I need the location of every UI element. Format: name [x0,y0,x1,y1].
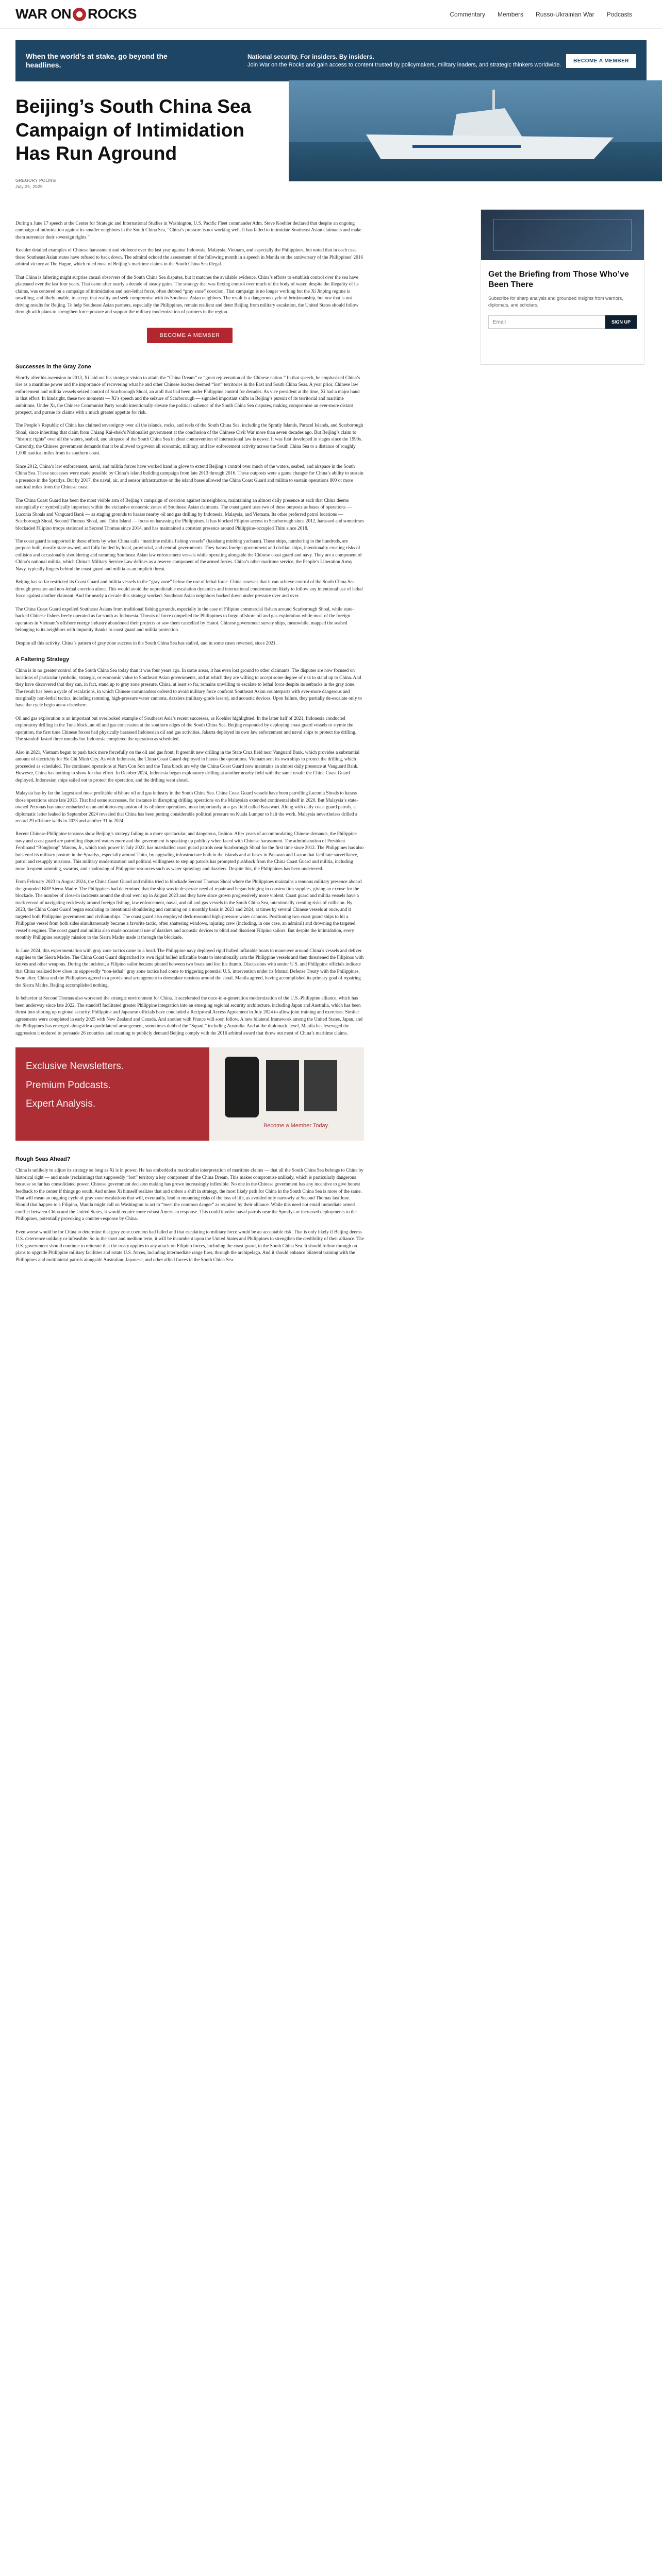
promo-subtitle: National security. For insiders. By insiders. [247,53,374,60]
intro-paragraph: During a June 17 speech at the Center for Strategic and International Studies in Washington, U.S. Pacific Fleet commander Adm. Steve Koehler declared that despite an ongoing campaign of intimidation against its smaller neighbors in the South China Sea, “China’s pressure is not working well. It has failed to intimidate Southeast Asian claimants and make them surrender their sovereign rights.” [15,221,362,240]
sign-up-button[interactable]: SIGN UP [605,315,637,329]
promo-description [175,53,566,69]
logo-rock-icon [73,8,86,21]
body-paragraph: Despite all this activity, China’s pattern of gray zone success in the South China Sea has stalled, and in some cases reversed, since 2021. [15,640,277,646]
intro-paragraph: That China is faltering might surprise casual observers of the South China Sea disputes, but it matches the available evidence. China’s efforts to establish control over the sea have plateaued over the last four years. That came after nearly a decade of steady gains. The strategy that was flexing control over much of the body of water, despite the illegality of its claims, was centered on a campaign of intimidation and non-lethal force, often dubbed “gray zone” coercion. That campaign is no longer working but the Xi Jinping regime is unwilling, and likely unable, to accept that reality and seek compromise with its Southeast Asian neighbors. The result is a dangerous cycle of brinkmanship, but one that is not driving results for Beijing. To help Southeast Asian partners, especially the Philippines, remain resilient and deter Beijing from military escalation, the United States should follow through with plans to strengthen force posture and support the military modernization of partners in the region. [15,275,359,315]
body-paragraph: Oil and gas exploration is an important but overlooked example of Southeast Asia’s recent successes, as Koehler highlighted. In the latter half of 2021, Indonesia conducted exploratory drilling in the Tuna block, an oil and gas concession at the southern edges of the South China Sea. Beijing responded by deploying coast guard vessels to stymie the operation, the first time Chinese forces had physically harassed Indonesian oil and gas activities. Jakarta deployed its own law enforcement and naval ships to protect the drilling. The standoff lasted three months but Indonesia completed the operation as scheduled. [15,716,357,742]
ad-line: Exclusive Newsletters. [26,1061,124,1072]
byline [15,178,268,190]
ad-devices-image [209,1047,364,1141]
promo-banner[interactable] [15,40,647,81]
author-name[interactable]: GREGORY POLING [15,178,56,183]
sidebar-image [481,210,644,260]
body-paragraph: Recent Chinese-Philippine tensions show Beijing’s strategy failing in a more spectacular, and dangerous, fashion. After years of accommodating Chinese demands, the Philippine navy and coast guard are patrolling disputed waters more and the government is speaking up publicly when faced with Chinese harassment. The administration of President Ferdinand “Bongbong” Marcos, Jr., which took power in July 2022, has marshalled coast guard patrols near Scarborough Shoal for the first time since 2012. The Philippines has also bolstered its military posture in the Spratlys, especially around Thitu, by upgrading infrastructure both in the islands and at bases in Palawan and Luzon that facilitate surveillance, patrol and resupply missions. This military modernization and political willingness to step up patrols has prompted pushback from the China Coast Guard and militia, including more frequent ramming, swarms, and shadowing of Philippine resources such as water sprayings and dazzlers. Despite this, the Philippines has been undeterred. [15,832,364,872]
logo-text-left: WAR ON [15,6,71,22]
body-paragraph: In behavior at Second Thomas also worsened the strategic environment for China. It accelerated the once-in-a-generation modernization of the U.S.-Philippine alliance, which has been underway since late 2022. The standoff facilitated greater Philippine integration into an emerging regional security architecture, including Japan and Australia, which has been thrust into shoring up regional security. Philippine and Japanese officials have concluded a Reciprocal Access Agreement in July 2024 to allow joint training and exercises. Similar agreements were completed in early 2025 with New Zealand and Canada. And another with France will soon follow. A new bilateral framework among the United States, Japan, and the Philippines has emerged alongside a quadrilateral arrangement, sometimes dubbed the “Squad,” including Australia. And at the diplomatic level, Manila has leveraged the aggression it endured to persuade 26 countries and counting to publicly demand Beijing comply with the 2016 arbitral award that threw out most of China’s maritime claims. [15,996,362,1036]
ad-line: Premium Podcasts. [26,1079,111,1091]
hero-ship-mast [492,90,495,110]
ad-line: Expert Analysis. [26,1098,96,1109]
body-paragraph: From February 2023 to August 2024, the China Coast Guard and militia tried to blockade Second Thomas Shoal where the Philippines maintains a tenuous military presence aboard the grounded BRP Sierra Madre. The Philippines had determined that the ship was in desperate need of repair and began bringing in construction supplies, giving an excuse for the blockade. The number of close-in incidents around the shoal went up in August 2023 and they have since grown progressively more violent. Coast guard and militia vessels have a track record of navigating recklessly around foreign fishing, law enforcement, naval, and oil and gas vessels in the South China Sea, intentionally creating risks of collision. By 2023, the China Coast Guard began escalating to intentional shouldering and ramming on a monthly basis in 2023 and 2024, at times by several Chinese vessels at once, and it targeted both Philippine government and civilian ships. The coast guard also employed deck-mounted high-pressure water cannons. Positioning two coast guard ships to hit a Philippine vessel from both sides simultaneously became a favorite tactic, often shattering windows, injuring crew (including, in one case, an admiral) and drowning the targeted vessel’s engines. The coast guard and militia also made occasional use of dazzlers and acoustic devices to blind and disorient Filipino sailors. But despite the intimidation, every monthly Philippine resupply mission to the Sierra Madre made it through the blockade. [15,879,362,941]
ad-phone [225,1057,259,1117]
ad-join-link[interactable]: Become a Member Today. [263,1123,329,1129]
body-paragraph: Beijing has so far restricted its Coast Guard and militia vessels to the “gray zone” below the use of lethal force. China assesses that it can achieve control of the South China Sea through pressure and non-lethal coercion alone. This would avoid the unpredictable escalation dynamics and international condemnation likely to follow any intentional use of lethal force against another claimant. And for nearly a decade this strategy worked: Southeast Asian neighbors backed down under pressure over and over. [15,580,363,599]
sidebar-heading: Get the Briefing from Those Who’ve Been There [488,270,629,289]
logo-text-right: ROCKS [88,6,137,22]
main-nav [450,11,632,18]
membership-ad-banner[interactable] [15,1047,364,1141]
body-paragraph: China is unlikely to adjust its strategy so long as Xi is in power. He has embedded a maximalist interpretation of maritime claims — that all the South China Sea belongs to China by historical right — and made (reclaiming) that supposedly “lost” territory a key component of the China Dream. This makes compromise unlikely, which is particularly dangerous because so far has consolidated power. Chinese government decision making has grown increasingly inflexible. No one in the Chinese government has any incentive to give honest feedback to the center if things go south. And unless Xi himself realizes that and orders a shift in strategy, the most likely path for China in the South China Sea is more of the same. That will mean an ongoing cycle of gray zone escalations that will, eventually, lead to mounting risks of the loss of life, as avoided only narrowly at Second Thomas last June. Should that happen to a Filipino, Manila might call on Washington to act to “meet the common danger” as required by their alliance. While this need not entail immediate armed conflict between China and the United States, it would require more robust American response. This could involve naval patrols near the Spratlys or increased deployments to the Philippines, potentially provoking a counter-response by China. [15,1168,363,1222]
nav-podcasts[interactable]: Podcasts [606,10,632,18]
article-header [15,95,268,190]
ad-text [15,1047,124,1141]
nav-russo-ukrainian-war[interactable]: Russo-Ukrainian War [536,10,594,18]
ad-magazine [266,1060,299,1111]
publish-date: July 25, 2025 [15,184,43,189]
promo-member-button[interactable]: BECOME A MEMBER [566,54,636,68]
article-title: Beijing’s South China Sea Campaign of Intimidation Has Run Aground [15,96,252,164]
nav-members[interactable]: Members [498,10,524,18]
body-paragraph: The coast guard is supported in these efforts by what China calls “maritime militia fishing vessels” (haishang minbing yuchuan). These ships, numbering in the hundreds, are purpose built, mostly state-owned, and fully funded by local, provincial, and central governments. They harass foreign government and civilian ships, intentionally creating risks of collision and occasionally shouldering and ramming Southeast Asian law enforcement vessels while operating alongside the Chinese coast guard and navy. They are a component of China’s national militia, which China’s Military Service Law defines as a reserve component of the armed forces. China’s other maritime service, the People’s Liberation Army Navy, typically lingers behind the coast guard and militia as an implicit threat. [15,539,362,572]
promo-headline: When the world's at stake, go beyond the headlines. [26,52,168,69]
body-paragraph: The China Coast Guard expelled Southeast Asians from traditional fishing grounds, especially in the case of Filipino commercial fishers around Scarborough Shoal, while state-backed Chinese fishers freely operated as far south as Indonesia. Threats of force compelled the Philippines to forgo offshore oil and gas exploration while most of the foreign operators in Vietnam’s offshore energy industry abandoned their projects or saw them cancelled by Hanoi. Chinese government survey ships, meanwhile, mapped the seabed belonging to its neighbors with impunity thanks to coast guard and militia protection. [15,606,354,633]
hero-image-coast-guard-ship [289,80,662,181]
site-header [0,0,662,29]
promo-text: Join War on the Rocks and gain access to content trusted by policymakers, military leaders, and strategic thinkers worldwide. [247,61,561,68]
sidebar-text: Subscribe for sharp analysis and grounded insights from warriors, diplomats, and scholars. [488,296,623,308]
body-paragraph: Also in 2021, Vietnam began to push back more forcefully on the oil and gas front. It greenlit new drilling in the State Cruz field near Vanguard Bank, which provides a substantial amount of electricity for Ho Chi Minh City. As with Indonesia, the China Coast Guard deployed to harass the operations. Vietnam sent its own ships to protect the drilling, which proceeded as scheduled. The continued operations at Nam Con Son and the Tuna block are why the China Coast Guard now maintains an almost daily presence at Vanguard Bank. However, China has nothing to show for that effort. In October 2024, Indonesia began exploratory drilling at another nearby field with the same result: the China Coast Guard deployed, Indonesian ships sailed out to protect the operation, and the drilling went ahead. [15,750,360,783]
site-logo[interactable] [15,6,137,22]
article-body [15,221,364,1270]
member-cta [15,328,364,343]
hero-ship-stripe [412,145,521,148]
section-heading: Successes in the Gray Zone [15,363,91,370]
section-heading: A Faltering Strategy [15,656,70,663]
hero-ship-superstructure [443,108,531,137]
section-heading: Rough Seas Ahead? [15,1156,71,1163]
body-paragraph: Malaysia has by far the largest and most profitable offshore oil and gas industry in the South China Sea. China Coast Guard vessels have been patrolling Luconia Shoals to harass those operations since late 2013. That had some successes, for instance in disrupting drilling operations on the Malaysian extended continental shelf in 2020. But Malaysia’s state-owned Petronas has since embarked on an ambitious expansion of its offshore operations, most importantly at a gas field called Kasawari. Along with daily coast guard patrols, a diplomatic letter leaked in September 2024 revealed that China has been putting considerable political pressure on Kuala Lumpur to halt the work. Malaysia nevertheless drilled a record 29 offshore wells in 2023 and another 31 in 2024. [15,791,358,824]
nav-commentary[interactable]: Commentary [450,10,486,18]
ad-magazine [304,1060,337,1111]
body-paragraph: In June 2024, this experimentation with gray zone tactics came to a head. The Philippine navy deployed rigid hulled inflatable boats to maneuver around China’s vessels and deliver supplies to the Sierra Madre. The China Coast Guard dispatched its own rigid hulled inflatable boats to intentionally ram the Philippine vessels and then threatened the Filipinos with knives and other weapons. During the incident, a Filipino sailor became pinned between two boats and lost his thumb. Discussions with senior U.S. and Philippine officials indicate that China realized how close its supposedly “non-lethal” gray zone tactics had come to triggering potential U.S. intervention under its Mutual Defense Treaty with the Philippines. Soon after, China and the Philippines agreed to a provisional arrangement to deescalate tensions around the shoal. Manila agreed, having accomplished its primary goal of repairing the Sierra Madre. Beijing accomplished nothing. [15,948,364,988]
body-paragraph: The People’s Republic of China has claimed sovereignty over all the islands, rocks, and reefs of the South China Sea, including the Spratly Islands, Paracel Islands, and Scarborough Shoal, since inheriting that claim from Chiang Kai-shek’s Nationalist government at the conclusion of the Chinese Civil War more than seven decades ago. But Beijing’s claim to “historic rights” over all the waters, seabed, and airspace of the South China Sea in clear contravention of international law is newer. It was first developed in stages since the 1990s. Currently, the Chinese government demands that it be allowed to govern all economic, military, and law enforcement activity across the South China Sea to a distance of roughly 1,000 nautical miles from its southern coast. [15,423,363,456]
newsletter-sidebar [481,209,644,365]
body-paragraph: The China Coast Guard has been the most visible arm of Beijing’s campaign of coercion against its neighbors, maintaining an almost daily presence at each that China deems strategically or symbolically important within the exclusive economic zones of Southeast Asian claimants. The coast guard uses two of these outposts as bases of operations — Luconia Shoals and Vanguard Bank — as staging grounds to harass nearby oil and gas drilling by Indonesia, Malaysia, and Vietnam. Its other preferred patrol locations — Scarborough Shoal, Second Thomas Shoal, and Thitu Island — focus on harassing the Philippines. It has blocked Filipino access to Scarborough since 2012, harassed and sometimes blockaded Filipino troops stationed at Second Thomas since 2014, and has maintained a constant presence around Philippine-occupied Thitu since 2018. [15,498,364,531]
body-paragraph: China is in no greater control of the South China Sea today than it was four years ago. In some areas, it has even lost ground to other claimants. The disputes are now focused on locations of particular symbolic, strategic, or economic value to Southeast Asian governments, and at which they are willing to accept some degree of risk to stand up to China. And they have discovered that they can, in fact, stand up to gray zone pressure. China, at least so far, remains unwilling to escalate to lethal force despite its setbacks in the gray zone. The result has been a cycle of escalations, in which Chinese commanders ordered to avoid military force confront Southeast Asian counterparts with ever-more dangerous and marginally non-lethal tactics, including ramming, high-pressure water cannons, dazzlers (military-grade lasers), and acoustic devices. Upon failure, they partially de-escalate only to have the cycle begin anew elsewhere. [15,668,362,708]
become-member-button[interactable]: BECOME A MEMBER [147,328,232,343]
body-paragraph: Shortly after his ascension in 2013, Xi laid out his strategic vision to attain the “China Dream” or “great rejuvenation of the Chinese nation.” In that speech, he emphasized China’s rise as a maritime power and the importance of recovering what he and other Chinese leaders deemed “lost” territories in the East and South China Seas. A year prior, Chinese law enforcement and militia vessels seized control of Scarborough Shoal, an atoll that had been under Philippine control for decades. As vice president at the time, Xi had a major hand in that effort. In hindsight, these two moments — Xi’s speech and the seizure of Scarborough — signaled important shifts in Beijing’s pursuit of its territorial and maritime ambitions. Under Xi, the Chinese Communist Party would intentionally elevate the political salience of the South China Sea disputes, making compromise an ever-more distant prospect, and pursue its claims with a much greater appetite for risk. [15,375,360,415]
sidebar-form [488,315,637,329]
body-paragraph: Since 2012, China’s law enforcement, naval, and militia forces have worked hand in glove to extend Beijing’s control over much of the waters, seabed, and airspace in the South China Sea. These successes were made possible by China’s island building campaign from late 2013 through 2016. These outposts were a game changer for China’s ability to sustain a presence in the Spratlys. But by 2017, the naval, air, and sensor infrastructure on the island bases allowed the China Coast Guard and militia to sustain operations 800 or more nautical miles from the Chinese coast. [15,464,363,490]
email-input[interactable] [488,315,605,329]
intro-paragraph: Koehler detailed examples of Chinese harassment and violence over the last year against Indonesia, Malaysia, Vietnam, and especially the Philippines, but noted that in each case these Southeast Asian states have refused to back down. The admiral echoed the assessment of the following month in a speech in Manila on the anniversary of the Philippines’ 2016 arbitral victory at The Hague, which ruled most of Beijing’s maritime claims in the South China Sea illegal. [15,248,363,267]
body-paragraph: Even worse would be for China to determine that gray zone coercion had failed and that escalating to military force would be an acceptable risk. That is only likely if Beijing deems U.S. deterrence unlikely or infeasible. So in the short and medium term, it will be incumbent upon the United States and Philippines to strengthen the credibility of their alliance. The U.S. government should continue to reiterate that the treaty applies to any attack on Filipino forces, including the coast guard, in the South China Sea. It should follow through on plans to upgrade Philippine military facilities and rotate U.S. forces, including intermediate range fires, through the archipelago. And it should enhance bilateral training with the Philippines and multilateral patrols alongside Australian, Japanese, and other allied forces in the South China Sea. [15,1229,364,1263]
